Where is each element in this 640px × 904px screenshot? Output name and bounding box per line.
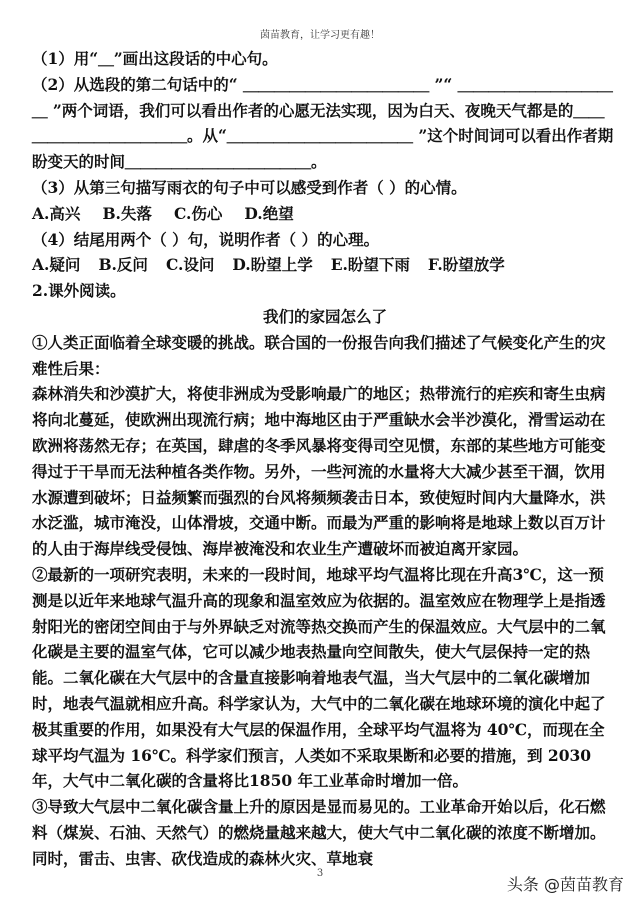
question-4-options (32, 252, 618, 278)
paragraph-1: ①人类正面临着全球变暖的挑战。联合国的一份报告向我们描述了气候变化产生的灾难性后果： (32, 332, 606, 378)
page-number: 3 (316, 868, 324, 879)
question-3-options (32, 201, 618, 227)
question-3: （3）从第三句描写雨衣的句子中可以感受到作者（ ）的心情。 (32, 177, 467, 197)
option: E.盼望下雨 (330, 255, 410, 275)
article-title: 我们的家园怎么了 (262, 306, 387, 326)
watermark: 头条 @茵苗教育 (506, 875, 624, 894)
question-4: （4）结尾用两个（ ）句，说明作者（ ）的心理。 (32, 229, 380, 249)
paragraph-1-body: 森林消失和沙漠扩大，将使非洲成为受影响最广的地区；热带流行的疟疾和寄生虫病将向北蔓延，使欧洲出现流行病；地中海地区由于严重缺水会半沙漠化，滑雪运动在欧洲将荡然无存；在英国，肆虐的冬季风暴将变得司空见惯，东部的某些地方可能变得过于干旱而无法种植各类作物。另外，一些河流的水量将大大减少甚至干涸，饮用水源遭到破坏；日益频繁而强烈的台风将频频袭击日本，致使短时间内大量降水，洪水泛滥，城市淹没，山体滑坡，交通中断。而最为严重的影响将是地球上数以百万计的人由于海岸线受侵蚀、海岸被淹没和农业生产遭破坏而被迫离开家园。 (32, 384, 606, 559)
option: C.设问 (165, 255, 215, 275)
option: D.盼望上学 (232, 255, 313, 275)
option: A.高兴 (32, 203, 81, 223)
option: B.反问 (98, 255, 148, 275)
question-2: （2）从选段的第二句话中的“ ＿＿＿＿＿＿＿＿＿＿＿＿ ”“ ＿＿＿＿＿＿＿＿＿＿＿ ”两个词语，我们可以看出作者的心愿无法实现，因为白天、夜晚天气都是的＿＿＿＿＿＿＿＿＿＿＿＿。从“＿＿＿＿＿＿＿＿＿＿＿＿ ”这个时间词可以看出作者期盼变天的时间＿＿＿＿＿＿＿＿＿＿＿＿。 (32, 74, 614, 172)
paragraph-2: ②最新的一项研究表明，未来的一段时间，地球平均气温将比现在升高3℃，这一预测是以近年来地球气温升高的现象和温室效应为依据的。温室效应在物理学上是指透射阳光的密闭空间由于与外界缺乏对流等热交换而产生的保温效应。大气层中的二氧化碳是主要的温室气体，它可以减少地表热量向空间散失，使大气层保持一定的热能。二氧化碳在大气层中的含量直接影响着地表气温，当大气层中的二氧化碳增加时，地表气温就相应升高。科学家认为，大气中的二氧化碳在地球环境的演化中起了极其重要的作用，如果没有大气层的保温作用，全球平均气温将为 40℃，而现在全球平均气温为 16℃。科学家们预言，人类如不采取果断和必要的措施，到 2030 年，大气中二氧化碳的含量将比1850 年工业革命时增加一倍。 (32, 564, 606, 791)
section-heading: 2.课外阅读。 (32, 281, 126, 301)
option: B.失落 (102, 203, 152, 223)
page-header: 茵苗教育，让学习更有趣！ (260, 30, 380, 41)
option: D.绝望 (244, 203, 294, 223)
option: A.疑问 (32, 255, 81, 275)
paragraph-3: ③导致大气层中二氧化碳含量上升的原因是显而易见的。工业革命开始以后，化石燃料（煤炭、石油、天然气）的燃烧量越来越大，使大气中二氧化碳的浓度不断增加。同时，雷击、虫害、砍伐造成的森林火灾、草地衰 (32, 797, 606, 868)
option: C.伤心 (173, 203, 223, 223)
question-1: （1）用“＿”画出这段话的中心句。 (32, 49, 278, 68)
option: F.盼望放学 (427, 255, 505, 275)
document-body (32, 46, 618, 872)
